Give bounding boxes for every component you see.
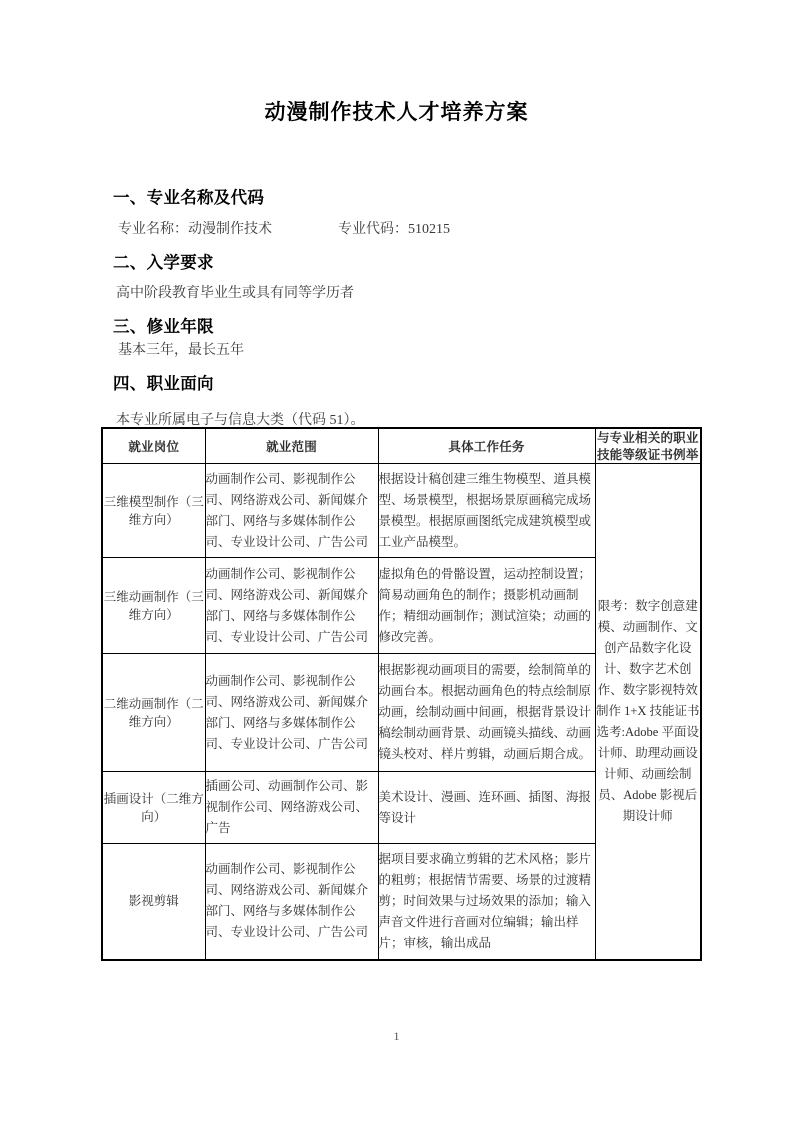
cell-scope: 动画制作公司、影视制作公司、网络游戏公司、新闻媒介部门、网络与多媒体制作公司、专业设计公司、广告公司 xyxy=(205,558,378,654)
cell-position: 三维模型制作（三维方向） xyxy=(102,464,205,558)
cell-task: 虚拟角色的骨骼设置，运动控制设置；简易动画角色的制作；摄影机动画制作；精细动画制作；测试渲染；动画的修改完善。 xyxy=(378,558,595,654)
cell-scope: 动画制作公司、影视制作公司、网络游戏公司、新闻媒介部门、网络与多媒体制作公司、专业设计公司、广告公司 xyxy=(205,464,378,558)
page-number: 1 xyxy=(393,1029,400,1043)
column-header-task: 具体工作任务 xyxy=(378,428,595,464)
cell-task: 根据设计稿创建三维生物模型、道具模型、场景模型，根据场景原画稿完成场景模型。根据原画图纸完成建筑模型或工业产品模型。 xyxy=(378,464,595,558)
column-header-certificates: 与专业相关的职业技能等级证书例举 xyxy=(595,428,701,464)
cell-position: 影视剪辑 xyxy=(102,844,205,960)
cell-scope: 插画公司、动画制作公司、影视制作公司、网络游戏公司、广告 xyxy=(205,772,378,844)
cell-task: 根据影视动画项目的需要，绘制简单的动画台本。根据动画角色的特点绘制原动画，绘制动画中间画，根据背景设计稿绘制动画背景、动画镜头描线、动画镜头校对、样片剪辑，动画后期合成。 xyxy=(378,654,595,772)
career-orientation-table xyxy=(101,427,702,961)
section-heading-4: 四、职业面向 xyxy=(113,374,214,393)
career-orientation-table-wrapper xyxy=(101,427,700,961)
cell-task: 据项目要求确立剪辑的艺术风格；影片的粗剪；根据情节需要、场景的过渡精剪；时间效果与过场效果的添加；输入声音文件进行音画对位编辑；输出样片；审核，输出成品 xyxy=(378,844,595,960)
cell-scope: 动画制作公司、影视制作公司、网络游戏公司、新闻媒介部门、网络与多媒体制作公司、专业设计公司、广告公司 xyxy=(205,654,378,772)
cell-scope: 动画制作公司、影视制作公司、网络游戏公司、新闻媒介部门、网络与多媒体制作公司、专业设计公司、广告公司 xyxy=(205,844,378,960)
cell-task: 美术设计、漫画、连环画、插图、海报等设计 xyxy=(378,772,595,844)
cell-certificates: 限考：数字创意建模、动画制作、文创产品数字化设计、数字艺术创作、数字影视特效制作 1+X 技能证书选考:Adobe 平面设计师、助理动画设计师、动画绘制员、Adobe 影视后期设计师 xyxy=(595,464,701,960)
table-header-row xyxy=(102,428,701,464)
study-duration-text: 基本三年，最长五年 xyxy=(118,343,244,358)
document-title: 动漫制作技术人才培养方案 xyxy=(264,100,529,124)
cell-position: 三维动画制作（三维方向） xyxy=(102,558,205,654)
section-heading-3: 三、修业年限 xyxy=(113,317,214,336)
cell-position: 二维动画制作（二维方向） xyxy=(102,654,205,772)
section-heading-1: 一、专业名称及代码 xyxy=(113,188,265,207)
major-code-line: 专业代码：510215 xyxy=(338,222,450,237)
section-heading-2: 二、入学要求 xyxy=(113,253,214,272)
major-name-line: 专业名称：动漫制作技术 xyxy=(118,222,272,237)
column-header-position: 就业岗位 xyxy=(102,428,205,464)
cell-position: 插画设计（二维方向） xyxy=(102,772,205,844)
column-header-scope: 就业范围 xyxy=(205,428,378,464)
admission-requirement-text: 高中阶段教育毕业生或具有同等学历者 xyxy=(116,286,354,301)
career-category-text: 本专业所属电子与信息大类（代码 51）。 xyxy=(116,413,365,428)
table-row xyxy=(102,464,701,558)
